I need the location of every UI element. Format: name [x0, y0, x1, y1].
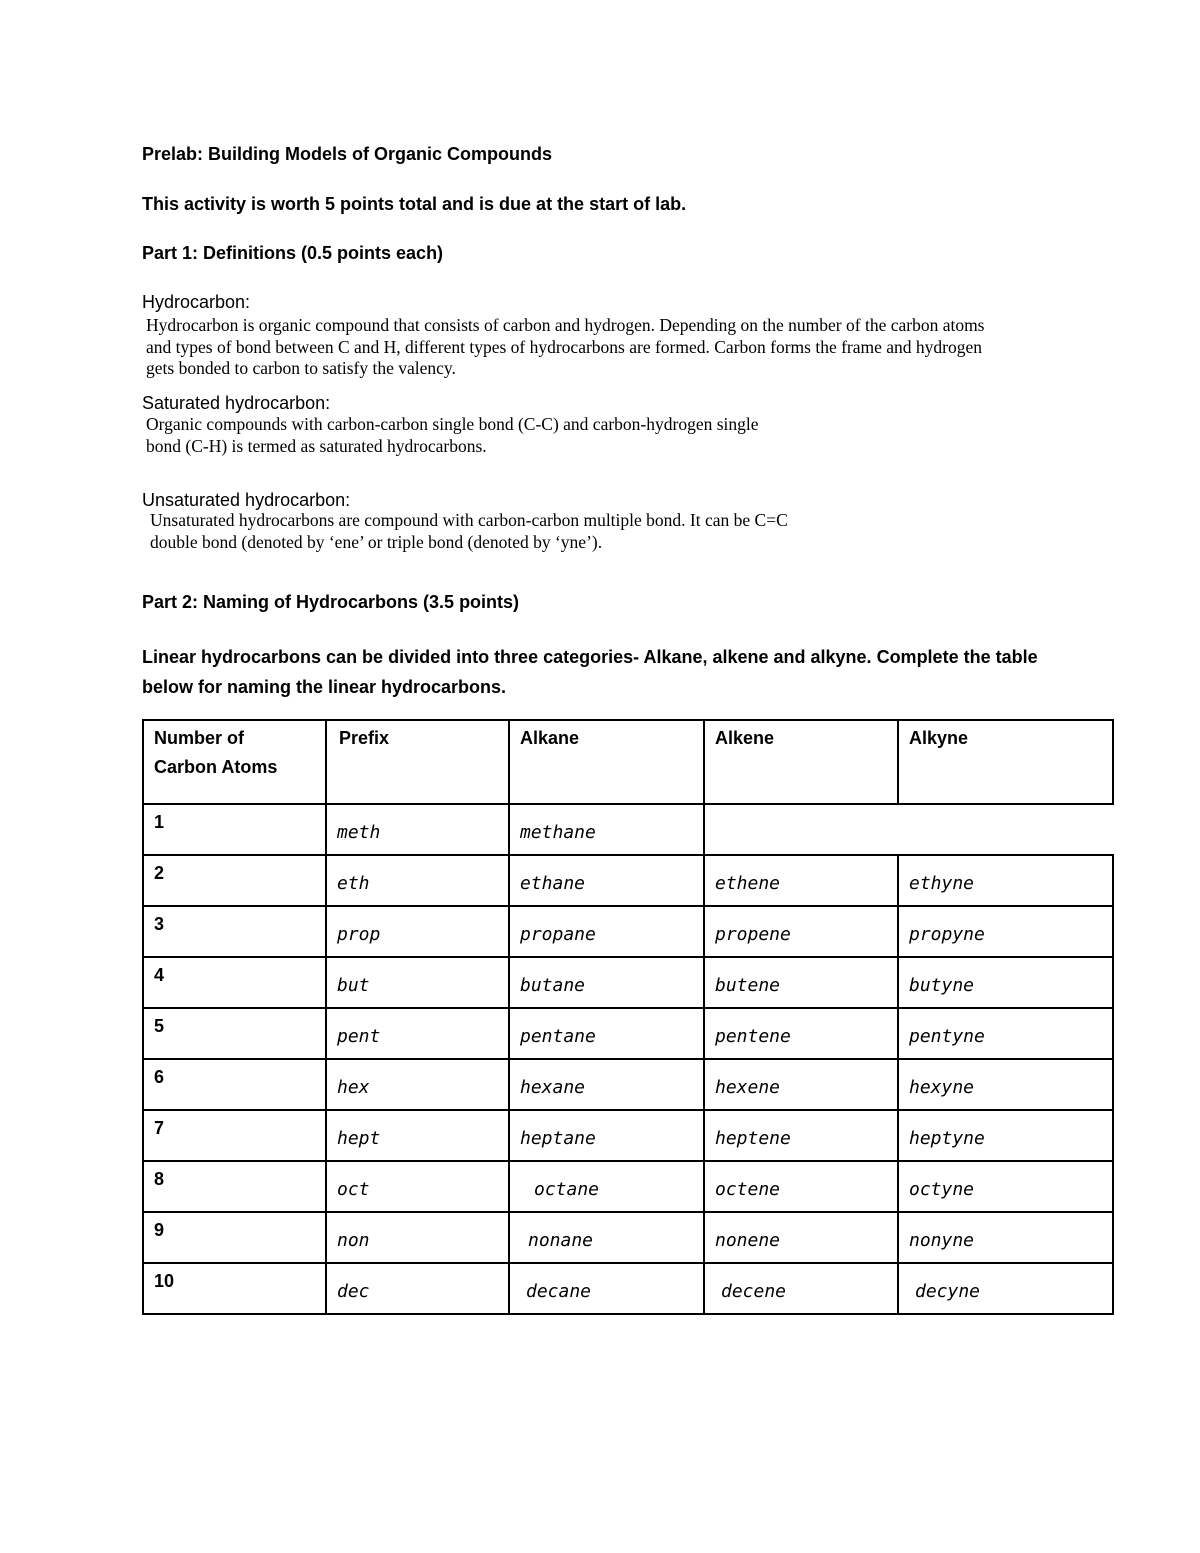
part2-heading: Part 2: Naming of Hydrocarbons (3.5 points): [142, 592, 520, 612]
alkene-cell[interactable]: nonene: [704, 1212, 898, 1263]
carbon-count: 4: [143, 957, 326, 1008]
unsaturated-definition: [150, 510, 788, 553]
table-row: [143, 1110, 1113, 1161]
header-carbon-atoms: [143, 720, 326, 804]
table-row: [143, 804, 1113, 855]
definition-line: gets bonded to carbon to satisfy the valency.: [146, 358, 456, 378]
table-row: [143, 855, 1113, 906]
alkyne-cell[interactable]: butyne: [898, 957, 1113, 1008]
table-row: [143, 957, 1113, 1008]
alkyne-cell[interactable]: ethyne: [898, 855, 1113, 906]
definition-line: double bond (denoted by ‘ene’ or triple bond (denoted by ‘yne’).: [150, 531, 603, 552]
alkene-cell[interactable]: butene: [704, 957, 898, 1008]
table-header-row: [143, 720, 1113, 804]
carbon-count: 8: [143, 1161, 326, 1212]
alkyne-cell[interactable]: decyne: [898, 1263, 1113, 1314]
hydrocarbon-label: Hydrocarbon:: [142, 292, 251, 312]
prefix-cell[interactable]: hept: [326, 1110, 509, 1161]
alkyne-cell[interactable]: hexyne: [898, 1059, 1113, 1110]
header-line: Carbon Atoms: [154, 757, 278, 777]
alkane-cell[interactable]: propane: [509, 906, 704, 957]
carbon-count: 7: [143, 1110, 326, 1161]
alkane-cell[interactable]: butane: [509, 957, 704, 1008]
prefix-cell[interactable]: meth: [326, 804, 509, 855]
header-line: Number of: [154, 728, 244, 748]
alkyne-cell[interactable]: octyne: [898, 1161, 1113, 1212]
prefix-cell[interactable]: oct: [326, 1161, 509, 1212]
header-alkyne: Alkyne: [898, 720, 1113, 804]
definition-line: and types of bond between C and H, different types of hydrocarbons are formed. Carbon forms the frame and hydrogen: [146, 336, 983, 357]
prefix-cell[interactable]: hex: [326, 1059, 509, 1110]
alkyne-cell[interactable]: heptyne: [898, 1110, 1113, 1161]
alkane-cell[interactable]: hexane: [509, 1059, 704, 1110]
alkane-cell[interactable]: ethane: [509, 855, 704, 906]
header-alkane: Alkane: [509, 720, 704, 804]
carbon-count: 9: [143, 1212, 326, 1263]
header-prefix: Prefix: [326, 720, 509, 804]
alkyne-cell[interactable]: pentyne: [898, 1008, 1113, 1059]
alkene-cell[interactable]: hexene: [704, 1059, 898, 1110]
prefix-cell[interactable]: pent: [326, 1008, 509, 1059]
prefix-cell[interactable]: non: [326, 1212, 509, 1263]
definition-line: Unsaturated hydrocarbons are compound with carbon-carbon multiple bond. It can be C=C: [150, 510, 788, 530]
intro-line: Linear hydrocarbons can be divided into three categories- Alkane, alkene and alkyne. Complete the table: [142, 647, 1038, 667]
alkane-cell[interactable]: nonane: [509, 1212, 704, 1263]
part2-intro: [142, 642, 1038, 702]
carbon-count: 1: [143, 804, 326, 855]
saturated-definition: [146, 414, 759, 457]
alkene-cell[interactable]: ethene: [704, 855, 898, 906]
carbon-count: 6: [143, 1059, 326, 1110]
intro-line: below for naming the linear hydrocarbons.: [142, 677, 507, 697]
carbon-count: 3: [143, 906, 326, 957]
table-row: [143, 1059, 1113, 1110]
definition-line: Hydrocarbon is organic compound that consists of carbon and hydrogen. Depending on the number of the carbon atoms: [146, 315, 985, 335]
table-row: [143, 1008, 1113, 1059]
carbon-count: 10: [143, 1263, 326, 1314]
table-row: [143, 1263, 1113, 1314]
prefix-cell[interactable]: but: [326, 957, 509, 1008]
table-row: [143, 1212, 1113, 1263]
alkene-cell[interactable]: decene: [704, 1263, 898, 1314]
table-row: [143, 906, 1113, 957]
part1-heading: Part 1: Definitions (0.5 points each): [142, 243, 444, 263]
alkene-cell[interactable]: propene: [704, 906, 898, 957]
alkene-cell[interactable]: pentene: [704, 1008, 898, 1059]
alkane-cell[interactable]: methane: [509, 804, 704, 855]
alkene-alkyne-empty-cell: [704, 804, 1113, 855]
hydrocarbon-definition: [146, 315, 985, 380]
saturated-label: Saturated hydrocarbon:: [142, 393, 331, 413]
carbon-count: 5: [143, 1008, 326, 1059]
alkane-cell[interactable]: pentane: [509, 1008, 704, 1059]
prefix-cell[interactable]: eth: [326, 855, 509, 906]
alkene-cell[interactable]: octene: [704, 1161, 898, 1212]
prefix-cell[interactable]: dec: [326, 1263, 509, 1314]
alkane-cell[interactable]: octane: [509, 1161, 704, 1212]
prefix-cell[interactable]: prop: [326, 906, 509, 957]
page-title: Prelab: Building Models of Organic Compounds: [142, 144, 553, 164]
unsaturated-label: Unsaturated hydrocarbon:: [142, 490, 351, 510]
alkane-cell[interactable]: decane: [509, 1263, 704, 1314]
table-row: [143, 1161, 1113, 1212]
alkyne-cell[interactable]: propyne: [898, 906, 1113, 957]
alkane-cell[interactable]: heptane: [509, 1110, 704, 1161]
definition-line: bond (C-H) is termed as saturated hydrocarbons.: [146, 435, 487, 456]
page-subtitle: This activity is worth 5 points total and is due at the start of lab.: [142, 194, 687, 214]
header-alkene: Alkene: [704, 720, 898, 804]
alkyne-cell[interactable]: nonyne: [898, 1212, 1113, 1263]
definition-line: Organic compounds with carbon-carbon single bond (C-C) and carbon-hydrogen single: [146, 414, 759, 434]
naming-table: [142, 719, 1114, 1315]
alkene-cell[interactable]: heptene: [704, 1110, 898, 1161]
carbon-count: 2: [143, 855, 326, 906]
